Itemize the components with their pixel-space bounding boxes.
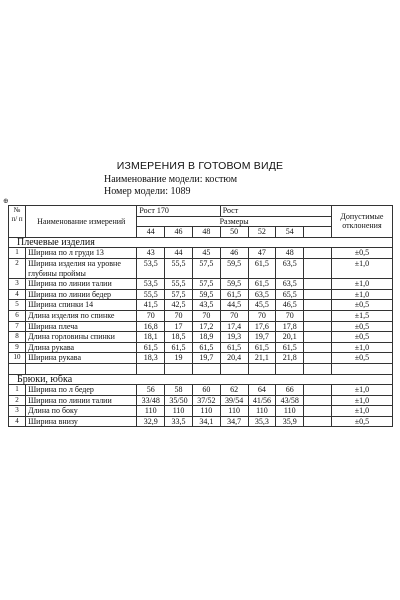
- row-number: 5: [9, 300, 26, 311]
- size-col: 48: [192, 227, 220, 238]
- measurement-value: 16,8: [137, 321, 165, 332]
- empty-cell: [304, 279, 332, 290]
- table-row: [9, 300, 393, 311]
- model-name: Наименование модели: костюм: [104, 174, 238, 185]
- empty-cell: [9, 363, 26, 374]
- measurement-value: 61,5: [165, 342, 193, 353]
- measurement-value: 19,7: [192, 353, 220, 364]
- measurement-name: Ширина по л бедер: [26, 385, 137, 396]
- measurement-value: 34,1: [192, 416, 220, 427]
- measurement-name: Ширина внизу: [26, 416, 137, 427]
- empty-cell: [304, 248, 332, 259]
- empty-cell: [304, 416, 332, 427]
- measurement-value: 45: [192, 248, 220, 259]
- section-title: Плечевые изделия: [9, 237, 393, 248]
- measurement-value: 46: [220, 248, 248, 259]
- height-header-1: Рост 170: [137, 206, 220, 217]
- measurement-value: 39/54: [220, 395, 248, 406]
- table-row: [9, 395, 393, 406]
- measurement-name: Ширина изделия на уровне глубины проймы: [26, 258, 137, 278]
- measurement-value: 55,5: [137, 289, 165, 300]
- measurement-value: 61,5: [220, 289, 248, 300]
- measurement-value: 45,5: [248, 300, 276, 311]
- measurement-value: 70: [248, 310, 276, 321]
- row-number: 2: [9, 258, 26, 278]
- measurement-value: 63,5: [276, 279, 304, 290]
- size-col: 46: [165, 227, 193, 238]
- measurement-value: 64: [248, 385, 276, 396]
- table-row: [9, 289, 393, 300]
- measurement-value: 18,5: [165, 332, 193, 343]
- measurement-value: 110: [220, 406, 248, 417]
- measurement-value: 60: [192, 385, 220, 396]
- measurement-value: 35/50: [165, 395, 193, 406]
- measurement-value: 41,5: [137, 300, 165, 311]
- measurement-name: Ширина плеча: [26, 321, 137, 332]
- measurement-value: 55,5: [165, 279, 193, 290]
- empty-cell: [304, 332, 332, 343]
- size-col: 44: [137, 227, 165, 238]
- section-row: [9, 374, 393, 385]
- measurement-name: Ширина по линии бедер: [26, 289, 137, 300]
- empty-cell: [304, 406, 332, 417]
- empty-cell: [137, 363, 165, 374]
- measurement-name: Длина рукава: [26, 342, 137, 353]
- row-number: 1: [9, 385, 26, 396]
- measurement-value: 33,5: [165, 416, 193, 427]
- measurement-value: 41/56: [248, 395, 276, 406]
- num-header: № п/ п: [9, 206, 26, 238]
- measurement-value: 19,3: [220, 332, 248, 343]
- measurement-value: 19,7: [248, 332, 276, 343]
- height-header-2: Рост: [220, 206, 331, 217]
- row-number: 3: [9, 406, 26, 417]
- measurement-value: 33/48: [137, 395, 165, 406]
- measurement-value: 110: [165, 406, 193, 417]
- empty-cell: [304, 321, 332, 332]
- size-col-empty: [304, 227, 332, 238]
- model-number: Номер модели: 1089: [104, 186, 191, 197]
- empty-cell: [304, 385, 332, 396]
- empty-cell: [331, 363, 392, 374]
- empty-cell: [26, 363, 137, 374]
- tolerance-value: ±1,0: [331, 258, 392, 278]
- measurement-value: 70: [165, 310, 193, 321]
- measurement-value: 43,5: [192, 300, 220, 311]
- row-number: 4: [9, 289, 26, 300]
- measurement-value: 20,1: [276, 332, 304, 343]
- tolerance-value: ±1,5: [331, 310, 392, 321]
- measurement-value: 110: [192, 406, 220, 417]
- table-row: [9, 406, 393, 417]
- tolerance-value: ±1,0: [331, 395, 392, 406]
- measurement-value: 44,5: [220, 300, 248, 311]
- measurement-value: 61,5: [248, 279, 276, 290]
- measurement-value: 59,5: [220, 258, 248, 278]
- table-row: [9, 258, 393, 278]
- section-row: [9, 237, 393, 248]
- measurement-value: 63,5: [248, 289, 276, 300]
- measurement-value: 62: [220, 385, 248, 396]
- measurement-value: 61,5: [248, 342, 276, 353]
- tolerance-value: ±0,5: [331, 332, 392, 343]
- empty-cell: [304, 363, 332, 374]
- empty-cell: [304, 258, 332, 278]
- row-number: 3: [9, 279, 26, 290]
- measurement-value: 61,5: [248, 258, 276, 278]
- measurement-value: 35,3: [248, 416, 276, 427]
- row-number: 8: [9, 332, 26, 343]
- empty-cell: [304, 353, 332, 364]
- measurement-value: 53,5: [137, 279, 165, 290]
- row-number: 1: [9, 248, 26, 259]
- empty-cell: [248, 363, 276, 374]
- table-row: [9, 321, 393, 332]
- table-row: [9, 416, 393, 427]
- measurement-name: Ширина по линии талии: [26, 395, 137, 406]
- measurement-name: Длина горловины спинки: [26, 332, 137, 343]
- empty-cell: [192, 363, 220, 374]
- measurement-value: 47: [248, 248, 276, 259]
- measurement-value: 46,5: [276, 300, 304, 311]
- tolerance-value: ±1,0: [331, 342, 392, 353]
- row-number: 6: [9, 310, 26, 321]
- move-anchor-icon[interactable]: ⊕: [3, 197, 9, 205]
- tolerance-value: ±1,0: [331, 289, 392, 300]
- measurement-value: 17,4: [220, 321, 248, 332]
- measurement-value: 65,5: [276, 289, 304, 300]
- measurement-value: 32,9: [137, 416, 165, 427]
- measurement-value: 21,1: [248, 353, 276, 364]
- measurement-value: 44: [165, 248, 193, 259]
- row-number: 4: [9, 416, 26, 427]
- sizes-header: Размеры: [137, 216, 332, 227]
- empty-cell: [165, 363, 193, 374]
- measurement-value: 59,5: [220, 279, 248, 290]
- tolerance-value: ±0,5: [331, 353, 392, 364]
- measurement-value: 61,5: [220, 342, 248, 353]
- measurement-value: 21,8: [276, 353, 304, 364]
- table-row: [9, 310, 393, 321]
- table-row: [9, 248, 393, 259]
- measurement-value: 17: [165, 321, 193, 332]
- document-title: ИЗМЕРЕНИЯ В ГОТОВОМ ВИДЕ: [116, 160, 284, 172]
- measurement-value: 61,5: [276, 342, 304, 353]
- empty-cell: [276, 363, 304, 374]
- measurement-value: 57,5: [192, 258, 220, 278]
- row-number: 10: [9, 353, 26, 364]
- tolerance-value: ±0,5: [331, 300, 392, 311]
- measurement-name: Длина изделия по спинке: [26, 310, 137, 321]
- measurement-value: 57,5: [192, 279, 220, 290]
- empty-cell: [220, 363, 248, 374]
- tolerance-value: ±0,5: [331, 416, 392, 427]
- tolerance-value: ±1,0: [331, 406, 392, 417]
- measurement-value: 58: [165, 385, 193, 396]
- measurement-value: 70: [220, 310, 248, 321]
- measurement-name: Ширина по л груди 13: [26, 248, 137, 259]
- measurement-value: 70: [276, 310, 304, 321]
- row-number: 9: [9, 342, 26, 353]
- empty-cell: [304, 310, 332, 321]
- measurements-table: [8, 205, 393, 427]
- measurement-name: Ширина спинки 14: [26, 300, 137, 311]
- measurement-value: 55,5: [165, 258, 193, 278]
- table-row: [9, 342, 393, 353]
- tolerance-value: ±1,0: [331, 279, 392, 290]
- size-col: 54: [276, 227, 304, 238]
- measurement-value: 18,1: [137, 332, 165, 343]
- measurement-value: 70: [192, 310, 220, 321]
- measurement-value: 70: [137, 310, 165, 321]
- measurement-value: 43/58: [276, 395, 304, 406]
- measurement-value: 17,8: [276, 321, 304, 332]
- size-col: 52: [248, 227, 276, 238]
- measurement-value: 53,5: [137, 258, 165, 278]
- tolerance-value: ±1,0: [331, 385, 392, 396]
- tolerance-header: Допустимые отклонения: [331, 206, 392, 238]
- empty-cell: [304, 342, 332, 353]
- empty-cell: [304, 289, 332, 300]
- measurement-value: 110: [248, 406, 276, 417]
- row-number: 7: [9, 321, 26, 332]
- table-row: [9, 353, 393, 364]
- size-col: 50: [220, 227, 248, 238]
- measurement-value: 43: [137, 248, 165, 259]
- measurement-value: 20,4: [220, 353, 248, 364]
- measurement-value: 42,5: [165, 300, 193, 311]
- measurement-value: 48: [276, 248, 304, 259]
- section-title: Брюки, юбка: [9, 374, 393, 385]
- measurement-value: 18,3: [137, 353, 165, 364]
- measurement-value: 61,5: [137, 342, 165, 353]
- table-row: [9, 385, 393, 396]
- measurement-value: 61,5: [192, 342, 220, 353]
- measurement-value: 56: [137, 385, 165, 396]
- tolerance-value: ±0,5: [331, 248, 392, 259]
- measurement-value: 37/52: [192, 395, 220, 406]
- measurement-value: 17,6: [248, 321, 276, 332]
- table-row: [9, 279, 393, 290]
- measurement-name: Ширина по линии талии: [26, 279, 137, 290]
- measurement-value: 19: [165, 353, 193, 364]
- measurement-value: 59,5: [192, 289, 220, 300]
- tolerance-value: ±0,5: [331, 321, 392, 332]
- measurement-value: 110: [276, 406, 304, 417]
- table-row: [9, 332, 393, 343]
- row-number: 2: [9, 395, 26, 406]
- measurement-name: Длина по боку: [26, 406, 137, 417]
- measurement-name: Ширина рукава: [26, 353, 137, 364]
- measurement-value: 66: [276, 385, 304, 396]
- empty-cell: [304, 395, 332, 406]
- measurement-value: 57,5: [165, 289, 193, 300]
- name-header: Наименование измерений: [26, 206, 137, 238]
- measurement-value: 110: [137, 406, 165, 417]
- measurement-value: 17,2: [192, 321, 220, 332]
- measurement-value: 18,9: [192, 332, 220, 343]
- measurement-value: 34,7: [220, 416, 248, 427]
- empty-cell: [304, 300, 332, 311]
- measurement-value: 63,5: [276, 258, 304, 278]
- spacer-row: [9, 363, 393, 374]
- measurement-value: 35,9: [276, 416, 304, 427]
